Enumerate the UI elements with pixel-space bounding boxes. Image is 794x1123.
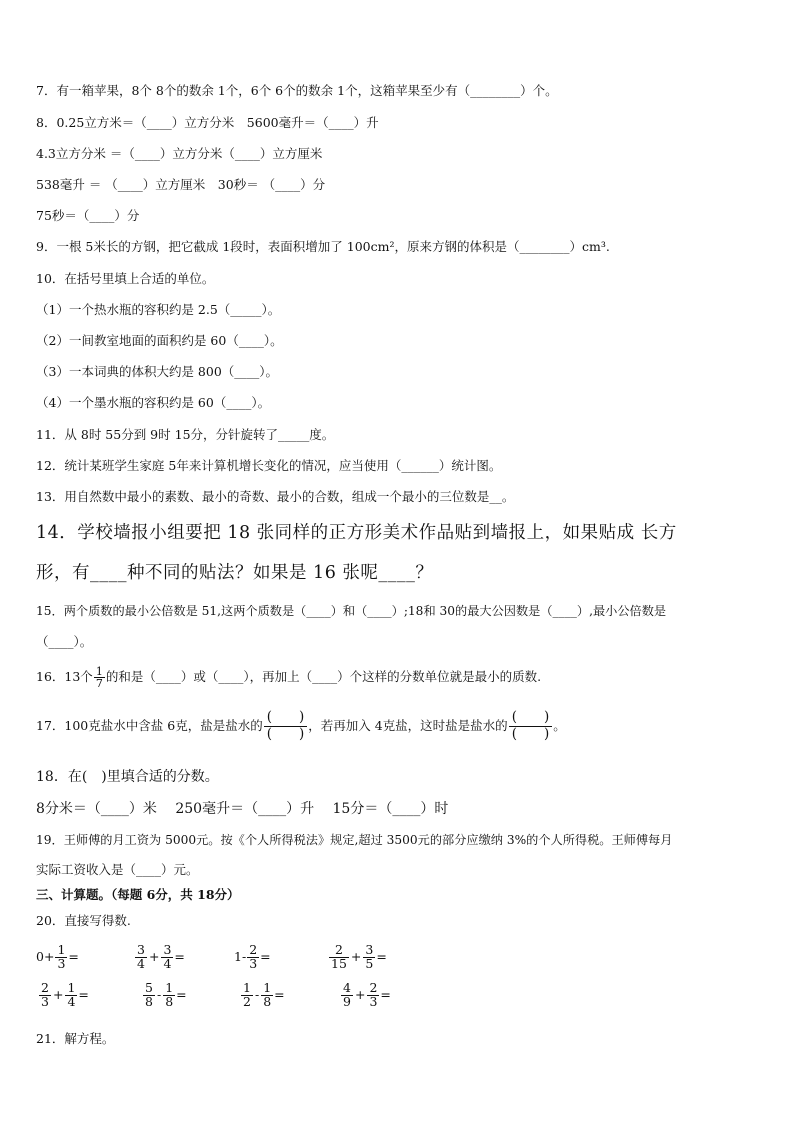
blank-fraction-2 [509,710,553,742]
fraction [241,982,253,1008]
fraction [261,982,273,1008]
fraction-denominator: 8 [145,993,153,1009]
question-8-line-1: 8．0.25立方米＝（____）立方分米 5600毫升＝（____）升 [36,115,379,130]
fraction [161,944,173,970]
equals-sign: = [174,948,185,964]
fraction-numerator: 2 [369,980,378,995]
fraction-denominator: 15 [331,955,347,971]
fraction-denominator: 3 [249,955,258,971]
fraction [247,944,259,970]
fraction-denominator: 4 [67,993,76,1009]
operator: + [350,948,362,964]
question-17-middle: ，若再加入 4克盐，这时盐是盐水的 [308,717,508,733]
fraction-denominator: 9 [343,993,351,1009]
question-10-item-1: （1）一个热水瓶的容积约是 2.5（_____）。 [36,302,281,317]
equals-sign: = [376,948,387,964]
question-16-suffix: 的和是（____）或（____），再加上（____）个这样的分数单位就是最小的质数. [105,669,542,685]
fraction-numerator: 1 [263,980,272,995]
calc-item [234,944,271,970]
fraction [55,944,67,970]
question-18-items: 8分米＝（____）米 250毫升＝（____）升 15分＝（____）时 [36,801,449,817]
blank-numerator: ( ) [511,709,550,725]
calc-item [328,944,387,970]
question-7: 7．有一箱苹果，8个 8个的数余 1个，6个 6个的数余 1个，这箱苹果至少有（________）个。 [36,83,558,98]
operator: - [254,986,260,1002]
fraction-numerator: 1 [243,980,251,995]
fraction-numerator: 3 [137,942,145,957]
question-19-line-2: 实际工资收入是（____）元。 [36,862,199,877]
fraction-denominator: 7 [95,677,103,690]
blank-denominator: ( ) [266,725,305,742]
question-12: 12．统计某班学生家庭 5年来计算机增长变化的情况，应当使用（______）统计图。 [36,458,502,473]
fraction-denominator: 4 [137,955,145,971]
question-10-item-2: （2）一间教室地面的面积约是 60（____）。 [36,333,283,348]
operator: + [148,948,160,964]
equals-sign: = [274,986,285,1002]
equals-sign: = [68,948,79,964]
calc-item [240,982,285,1008]
fraction-denominator: 8 [165,993,174,1009]
fraction-numerator: 4 [343,980,351,995]
calc-item [142,982,187,1008]
fraction [363,944,375,970]
equals-sign: = [380,986,391,1002]
fraction-numerator: 2 [334,942,343,957]
fraction-numerator: 5 [145,980,153,995]
question-13: 13．用自然数中最小的素数、最小的奇数、最小的合数，组成一个最小的三位数是__。 [36,489,515,504]
question-8-line-2: 4.3立方分米 ＝（____）立方分米（____）立方厘米 [36,146,323,161]
fraction-denominator: 3 [57,955,66,971]
equals-sign: = [78,986,89,1002]
question-17-prefix: 17．100克盐水中含盐 6克，盐是盐水的 [36,717,263,733]
fraction-numerator: 2 [41,980,49,995]
fraction-denominator: 3 [41,993,49,1009]
question-8-line-3: 538毫升 ＝ （____）立方厘米 30秒＝ （____）分 [36,177,326,192]
fraction-numerator: 1 [67,980,76,995]
question-8-line-4: 75秒＝（____）分 [36,208,140,223]
question-17 [36,710,566,742]
question-10-item-4: （4）一个墨水瓶的容积约是 60（____）。 [36,395,271,410]
question-15-line-1: 15．两个质数的最小公倍数是 51,这两个质数是（____）和（____）;18和 30的最大公因数是（____）,最小公倍数是 [36,604,667,618]
fraction [39,982,51,1008]
question-19-line-1: 19．王师傅的月工资为 5000元。按《个人所得税法》规定,超过 3500元的部分应缴纳 3%的个人所得税。王师傅每月 [36,833,673,847]
fraction-numerator: 1 [95,665,103,678]
fraction [163,982,175,1008]
question-10-item-3: （3）一本词典的体积大约是 800（____）。 [36,364,279,379]
fraction-one-seventh [94,666,105,689]
question-21: 21．解方程。 [36,1031,115,1046]
question-14-line-2: 形，有____种不同的贴法？如果是 16 张呢____？ [36,563,434,583]
fraction [65,982,77,1008]
calc-prefix: 1- [234,948,247,964]
question-18: 18．在( )里填合适的分数。 [36,769,219,785]
question-11: 11．从 8时 55分到 9时 15分，分针旋转了_____度。 [36,427,335,442]
question-15-line-2: （____）。 [36,634,93,649]
operator: - [156,986,162,1002]
equals-sign: = [260,948,271,964]
operator: + [354,986,366,1002]
fraction [329,944,349,970]
fraction-denominator: 5 [365,955,374,971]
fraction-numerator: 1 [57,942,66,957]
question-16-prefix: 16．13个 [36,669,93,685]
question-17-suffix: 。 [553,717,566,733]
blank-numerator: ( ) [266,709,305,725]
fraction-numerator: 2 [249,942,258,957]
fraction-denominator: 4 [163,955,172,971]
blank-denominator: ( ) [511,725,550,742]
calc-item [340,982,391,1008]
operator: + [52,986,64,1002]
question-16 [36,666,541,689]
question-20: 20．直接写得数. [36,913,131,928]
fraction-denominator: 8 [263,993,272,1009]
blank-fraction-1 [264,710,308,742]
section-3-title: 三、计算题。（每题 6分，共 18分） [36,887,240,902]
calc-item [134,944,185,970]
calc-prefix: 0+ [36,948,55,964]
calc-item [38,982,89,1008]
fraction [367,982,379,1008]
equals-sign: = [176,986,187,1002]
fraction [143,982,155,1008]
fraction-numerator: 3 [365,942,374,957]
question-10: 10．在括号里填上合适的单位。 [36,271,215,286]
fraction [341,982,353,1008]
question-9: 9．一根 5米长的方钢，把它截成 1段时，表面积增加了 100cm²，原来方钢的体积是（________）cm³. [36,239,610,254]
fraction-numerator: 3 [163,942,172,957]
fraction-numerator: 1 [165,980,174,995]
fraction [135,944,147,970]
fraction-denominator: 2 [243,993,251,1009]
fraction-denominator: 3 [369,993,378,1009]
question-14-line-1: 14．学校墙报小组要把 18 张同样的正方形美术作品贴到墙报上，如果贴成 长方 [36,523,677,543]
calc-item [36,944,79,970]
